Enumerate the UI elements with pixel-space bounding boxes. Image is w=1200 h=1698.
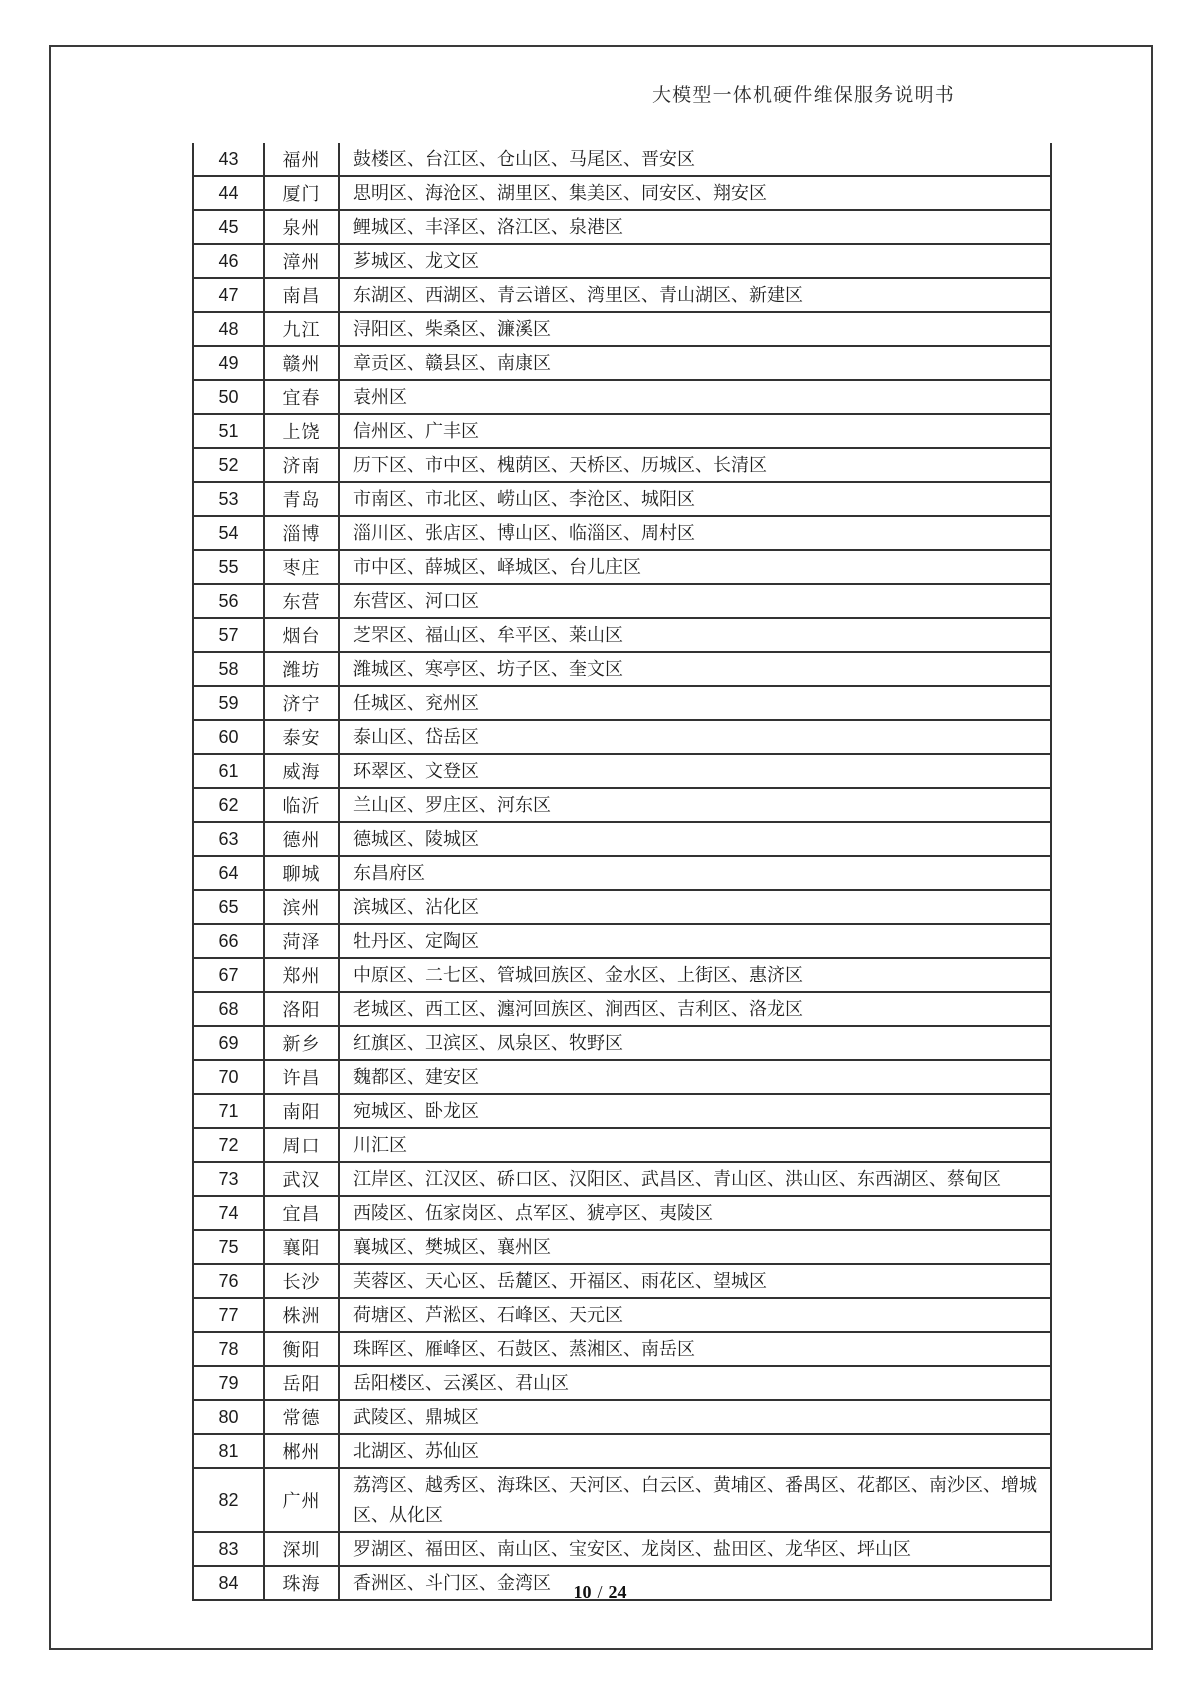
row-number: 70: [193, 1060, 264, 1094]
table-row: [193, 1026, 1051, 1060]
city-name: 漳州: [264, 244, 339, 278]
row-number: 83: [193, 1532, 264, 1566]
district-list: 红旗区、卫滨区、凤泉区、牧野区: [339, 1026, 1051, 1060]
row-number: 81: [193, 1434, 264, 1468]
document-title: 大模型一体机硬件维保服务说明书: [651, 85, 955, 106]
table-row: [193, 788, 1051, 822]
district-list: 鼓楼区、台江区、仓山区、马尾区、晋安区: [339, 143, 1051, 176]
district-list: 川汇区: [339, 1128, 1051, 1162]
city-name: 新乡: [264, 1026, 339, 1060]
table-row: [193, 482, 1051, 516]
district-list: 德城区、陵城区: [339, 822, 1051, 856]
row-number: 62: [193, 788, 264, 822]
district-list: 历下区、市中区、槐荫区、天桥区、历城区、长清区: [339, 448, 1051, 482]
row-number: 63: [193, 822, 264, 856]
row-number: 77: [193, 1298, 264, 1332]
row-number: 67: [193, 958, 264, 992]
table-row: [193, 1094, 1051, 1128]
city-name: 淄博: [264, 516, 339, 550]
page-footer: [0, 1582, 1200, 1603]
row-number: 51: [193, 414, 264, 448]
city-name: 赣州: [264, 346, 339, 380]
row-number: 59: [193, 686, 264, 720]
district-list: 荷塘区、芦淞区、石峰区、天元区: [339, 1298, 1051, 1332]
table-row: [193, 278, 1051, 312]
total-page-count: 24: [608, 1582, 627, 1602]
table-row: [193, 516, 1051, 550]
city-name: 泉州: [264, 210, 339, 244]
row-number: 66: [193, 924, 264, 958]
table-row: [193, 720, 1051, 754]
row-number: 78: [193, 1332, 264, 1366]
table-row: [193, 618, 1051, 652]
district-list: 淄川区、张店区、博山区、临淄区、周村区: [339, 516, 1051, 550]
city-name: 武汉: [264, 1162, 339, 1196]
district-list: 章贡区、赣县区、南康区: [339, 346, 1051, 380]
table-row: [193, 1264, 1051, 1298]
city-name: 岳阳: [264, 1366, 339, 1400]
table-row: [193, 1332, 1051, 1366]
district-list: 东昌府区: [339, 856, 1051, 890]
city-district-table: [192, 143, 1052, 1601]
table-row: [193, 550, 1051, 584]
row-number: 72: [193, 1128, 264, 1162]
row-number: 45: [193, 210, 264, 244]
row-number: 54: [193, 516, 264, 550]
table-row: [193, 584, 1051, 618]
table-row: [193, 312, 1051, 346]
table-row: [193, 448, 1051, 482]
row-number: 76: [193, 1264, 264, 1298]
table-row: [193, 244, 1051, 278]
table-row: [193, 1196, 1051, 1230]
table-row: [193, 686, 1051, 720]
row-number: 68: [193, 992, 264, 1026]
city-name: 广州: [264, 1468, 339, 1532]
district-list: 潍城区、寒亭区、坊子区、奎文区: [339, 652, 1051, 686]
city-name: 许昌: [264, 1060, 339, 1094]
district-list: 香洲区、斗门区、金湾区: [339, 1566, 1051, 1600]
city-name: 上饶: [264, 414, 339, 448]
district-list: 罗湖区、福田区、南山区、宝安区、龙岗区、盐田区、龙华区、坪山区: [339, 1532, 1051, 1566]
city-name: 郴州: [264, 1434, 339, 1468]
city-name: 烟台: [264, 618, 339, 652]
row-number: 43: [193, 143, 264, 176]
district-list: 浔阳区、柴桑区、濂溪区: [339, 312, 1051, 346]
district-list: 泰山区、岱岳区: [339, 720, 1051, 754]
city-name: 青岛: [264, 482, 339, 516]
table-row: [193, 1162, 1051, 1196]
district-list: 任城区、兖州区: [339, 686, 1051, 720]
row-number: 84: [193, 1566, 264, 1600]
table-row: [193, 380, 1051, 414]
city-name: 株洲: [264, 1298, 339, 1332]
city-name: 南阳: [264, 1094, 339, 1128]
district-list: 北湖区、苏仙区: [339, 1434, 1051, 1468]
district-list: 江岸区、江汉区、硚口区、汉阳区、武昌区、青山区、洪山区、东西湖区、蔡甸区: [339, 1162, 1051, 1196]
city-name: 九江: [264, 312, 339, 346]
city-name: 宜昌: [264, 1196, 339, 1230]
row-number: 53: [193, 482, 264, 516]
table-row: [193, 1468, 1051, 1532]
city-name: 东营: [264, 584, 339, 618]
table-row: [193, 1060, 1051, 1094]
row-number: 58: [193, 652, 264, 686]
table-row: [193, 1298, 1051, 1332]
city-name: 德州: [264, 822, 339, 856]
district-list: 芝罘区、福山区、牟平区、莱山区: [339, 618, 1051, 652]
district-list: 岳阳楼区、云溪区、君山区: [339, 1366, 1051, 1400]
city-name: 菏泽: [264, 924, 339, 958]
city-name: 滨州: [264, 890, 339, 924]
city-name: 长沙: [264, 1264, 339, 1298]
city-name: 济南: [264, 448, 339, 482]
table-row: [193, 822, 1051, 856]
table-row: [193, 856, 1051, 890]
city-name: 深圳: [264, 1532, 339, 1566]
row-number: 50: [193, 380, 264, 414]
district-list: 鲤城区、丰泽区、洛江区、泉港区: [339, 210, 1051, 244]
district-list: 市南区、市北区、崂山区、李沧区、城阳区: [339, 482, 1051, 516]
city-name: 泰安: [264, 720, 339, 754]
district-list: 思明区、海沧区、湖里区、集美区、同安区、翔安区: [339, 176, 1051, 210]
row-number: 61: [193, 754, 264, 788]
district-list: 环翠区、文登区: [339, 754, 1051, 788]
table-row: [193, 414, 1051, 448]
table-row: [193, 176, 1051, 210]
district-list: 荔湾区、越秀区、海珠区、天河区、白云区、黄埔区、番禺区、花都区、南沙区、增城区、从化区: [339, 1468, 1051, 1532]
city-name: 珠海: [264, 1566, 339, 1600]
table-row: [193, 652, 1051, 686]
city-name: 衡阳: [264, 1332, 339, 1366]
district-list: 牡丹区、定陶区: [339, 924, 1051, 958]
city-name: 威海: [264, 754, 339, 788]
city-name: 福州: [264, 143, 339, 176]
district-list: 滨城区、沾化区: [339, 890, 1051, 924]
district-list: 兰山区、罗庄区、河东区: [339, 788, 1051, 822]
table-row: [193, 924, 1051, 958]
city-name: 枣庄: [264, 550, 339, 584]
row-number: 82: [193, 1468, 264, 1532]
row-number: 65: [193, 890, 264, 924]
row-number: 73: [193, 1162, 264, 1196]
row-number: 69: [193, 1026, 264, 1060]
city-name: 济宁: [264, 686, 339, 720]
row-number: 79: [193, 1366, 264, 1400]
district-list: 芗城区、龙文区: [339, 244, 1051, 278]
table-row: [193, 890, 1051, 924]
document-header: [652, 80, 955, 107]
row-number: 71: [193, 1094, 264, 1128]
district-list: 中原区、二七区、管城回族区、金水区、上街区、惠济区: [339, 958, 1051, 992]
city-name: 郑州: [264, 958, 339, 992]
current-page-number: 10: [573, 1582, 592, 1602]
city-name: 宜春: [264, 380, 339, 414]
table-row: [193, 346, 1051, 380]
city-name: 聊城: [264, 856, 339, 890]
table-row: [193, 143, 1051, 176]
row-number: 55: [193, 550, 264, 584]
city-name: 洛阳: [264, 992, 339, 1026]
table-row: [193, 1230, 1051, 1264]
city-name: 常德: [264, 1400, 339, 1434]
row-number: 46: [193, 244, 264, 278]
district-list: 魏都区、建安区: [339, 1060, 1051, 1094]
district-list: 襄城区、樊城区、襄州区: [339, 1230, 1051, 1264]
table-row: [193, 1366, 1051, 1400]
district-list: 西陵区、伍家岗区、点军区、猇亭区、夷陵区: [339, 1196, 1051, 1230]
row-number: 75: [193, 1230, 264, 1264]
city-name: 潍坊: [264, 652, 339, 686]
district-list: 袁州区: [339, 380, 1051, 414]
table-row: [193, 210, 1051, 244]
table-row: [193, 992, 1051, 1026]
district-list: 东湖区、西湖区、青云谱区、湾里区、青山湖区、新建区: [339, 278, 1051, 312]
district-list: 老城区、西工区、瀍河回族区、涧西区、吉利区、洛龙区: [339, 992, 1051, 1026]
district-list: 东营区、河口区: [339, 584, 1051, 618]
district-list: 市中区、薛城区、峄城区、台儿庄区: [339, 550, 1051, 584]
city-name: 南昌: [264, 278, 339, 312]
row-number: 44: [193, 176, 264, 210]
table-row: [193, 754, 1051, 788]
row-number: 48: [193, 312, 264, 346]
district-list: 珠晖区、雁峰区、石鼓区、蒸湘区、南岳区: [339, 1332, 1051, 1366]
city-name: 襄阳: [264, 1230, 339, 1264]
row-number: 60: [193, 720, 264, 754]
row-number: 52: [193, 448, 264, 482]
district-list: 武陵区、鼎城区: [339, 1400, 1051, 1434]
table-body: [193, 143, 1051, 1600]
district-list: 宛城区、卧龙区: [339, 1094, 1051, 1128]
district-list: 信州区、广丰区: [339, 414, 1051, 448]
row-number: 49: [193, 346, 264, 380]
city-name: 厦门: [264, 176, 339, 210]
city-name: 周口: [264, 1128, 339, 1162]
row-number: 64: [193, 856, 264, 890]
row-number: 47: [193, 278, 264, 312]
city-name: 临沂: [264, 788, 339, 822]
table-row: [193, 1434, 1051, 1468]
row-number: 74: [193, 1196, 264, 1230]
row-number: 56: [193, 584, 264, 618]
table-row: [193, 1400, 1051, 1434]
page-number-separator: /: [597, 1582, 603, 1602]
table-row: [193, 1532, 1051, 1566]
district-list: 芙蓉区、天心区、岳麓区、开福区、雨花区、望城区: [339, 1264, 1051, 1298]
row-number: 57: [193, 618, 264, 652]
table-row: [193, 1128, 1051, 1162]
table-row: [193, 958, 1051, 992]
row-number: 80: [193, 1400, 264, 1434]
